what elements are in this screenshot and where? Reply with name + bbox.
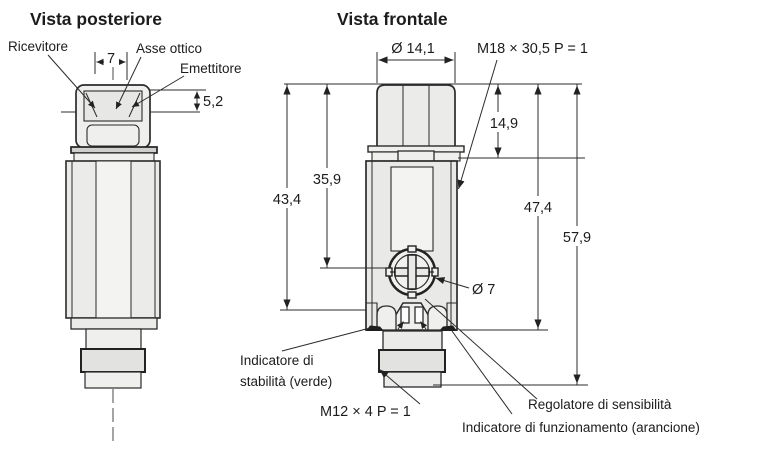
dim-connector-thread: M12 × 4 P = 1 [320, 404, 411, 420]
optical-axis-label: Asse ottico [136, 41, 203, 56]
dim-beam-spacing: 7 [106, 51, 116, 67]
stability-indicator-label-line2: stabilità (verde) [240, 374, 333, 389]
rear-body-cap [71, 318, 157, 329]
operation-leader [452, 331, 512, 414]
dim-axis-offset: 5,2 [203, 94, 224, 110]
dim-thread-spec: M18 × 30,5 P = 1 [477, 41, 588, 57]
sensitivity-adjuster-label: Regolatore di sensibilità [528, 397, 672, 412]
receiver-leader [48, 55, 95, 108]
dim-total-length: 57,9 [562, 230, 592, 246]
front-connector-ring [379, 350, 445, 372]
front-connector-neck [383, 331, 442, 350]
rear-view-title: Vista posteriore [30, 9, 162, 29]
dim-head-height: 14,9 [489, 116, 519, 132]
front-head [377, 85, 455, 147]
stability-led [401, 307, 409, 323]
emitter-label: Emettitore [180, 61, 242, 76]
rear-head-lower-panel [87, 125, 139, 146]
stability-leader [282, 328, 370, 351]
dim-body-length: 47,4 [523, 200, 553, 216]
rear-view [8, 39, 242, 442]
rear-body-panel [96, 161, 131, 318]
front-dimensions [240, 41, 700, 435]
front-lug-left [377, 306, 396, 330]
dim-to-indicator: 43,4 [272, 192, 302, 208]
dim-adjuster-diameter: Ø 7 [472, 282, 496, 298]
receiver-label: Ricevitore [8, 39, 69, 54]
dial-notch-bottom [408, 292, 416, 298]
front-body-panel [391, 167, 433, 251]
front-connector-tip [384, 372, 441, 387]
rear-connector-tip [85, 372, 141, 388]
dial-notch-top [408, 246, 416, 252]
rear-connector-ring [81, 349, 145, 372]
front-view [366, 85, 464, 387]
operation-led [415, 307, 423, 323]
dim-head-diameter: Ø 14,1 [391, 41, 435, 57]
operation-indicator-label: Indicatore di funzionamento (arancione) [462, 420, 700, 435]
rear-connector-neck [86, 329, 141, 349]
stability-indicator-label-line1: Indicatore di [240, 353, 314, 368]
rear-collar [74, 153, 154, 161]
rear-flange [71, 147, 157, 153]
dim-to-adjuster: 35,9 [312, 172, 342, 188]
front-view-title: Vista frontale [337, 9, 448, 29]
dial-cross-vertical [408, 255, 416, 289]
